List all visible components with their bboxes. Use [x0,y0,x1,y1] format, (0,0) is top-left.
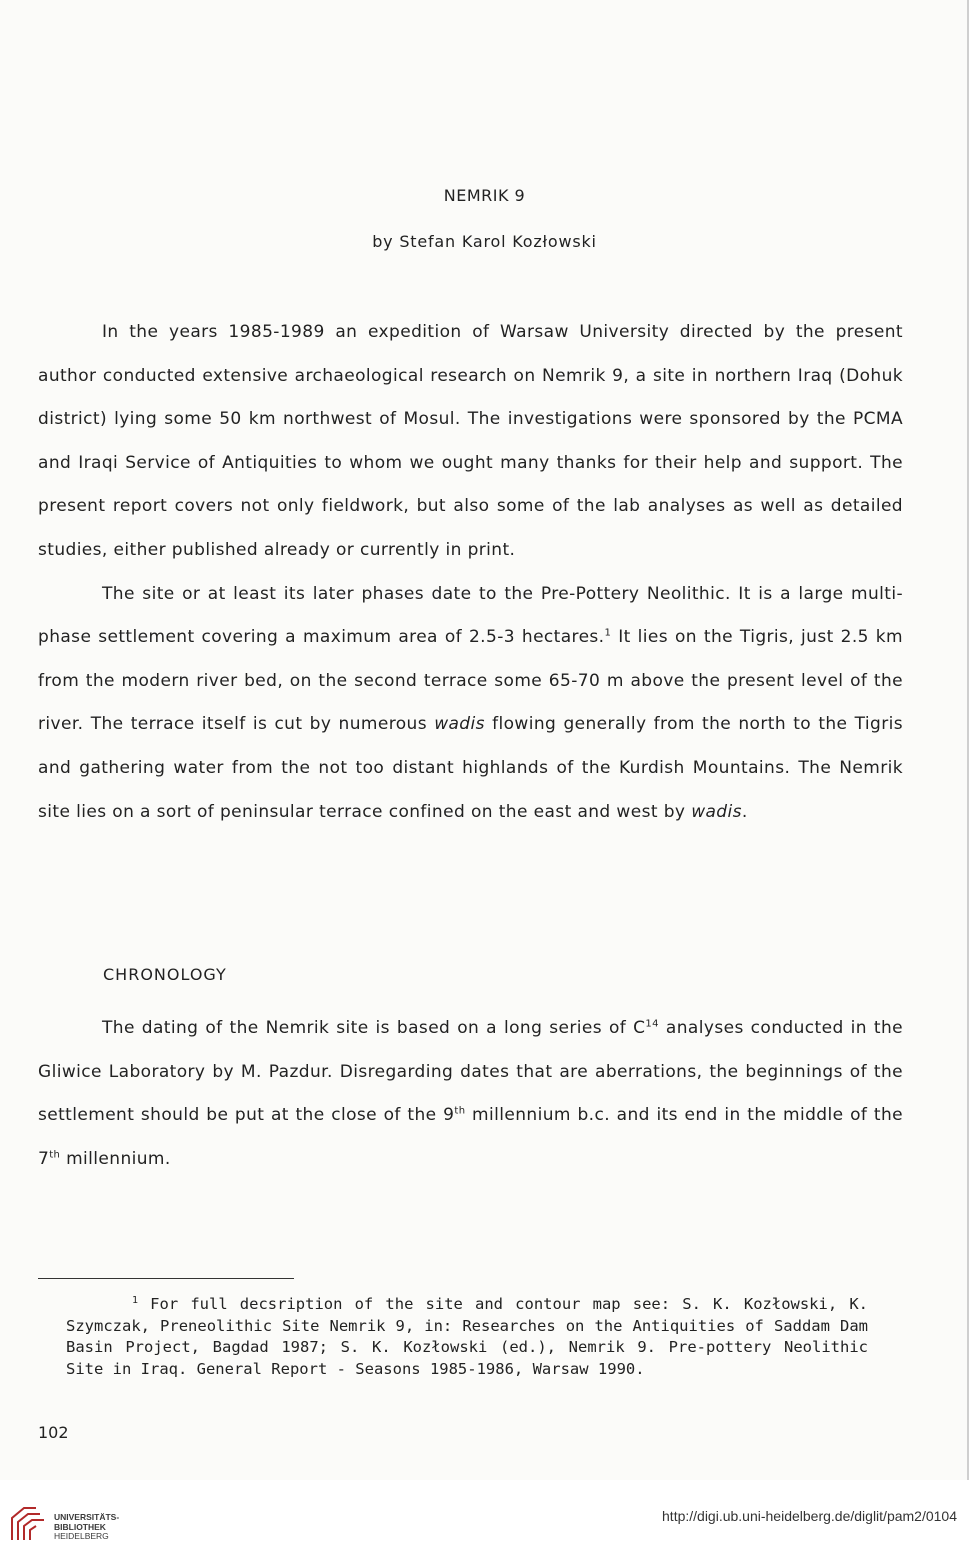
paragraph-2-part-a: The site or at least its later phases date to the Pre-Pottery Neolithic. It is a large multi-phase settlement covering a maximum area of 2.5-3 hectares. [38,583,903,648]
paragraph-3 [38,1007,903,1181]
superscript-c14: 14 [645,1018,659,1030]
footnote-marker: 1 [132,1294,139,1306]
wadis-term: wadis [434,714,485,735]
paragraph-3-part-a: The dating of the Nemrik site is based on a long series of C [102,1018,646,1038]
article-author: by Stefan Karol Kozłowski [372,232,597,251]
page-number: 102 [38,1423,69,1442]
library-name-line-2: BIBLIOTHEK [54,1521,106,1532]
footnote-divider [38,1278,294,1279]
superscript-th: th [49,1149,61,1161]
wadis-term: wadis [691,801,742,822]
superscript-th: th [454,1105,466,1117]
paragraph-3-part-b: analyses conducted in the Gliwice Laboratory by M. Pazdur. Disregarding dates that are aberrations, the beginnings of the settlement should be put at the close of the 9 [38,1018,903,1126]
library-name-line-1: UNIVERSITÄTS- [54,1512,120,1522]
chronology-text [38,1007,903,1181]
library-name[interactable] [54,1513,119,1542]
viewer-footer [0,1480,969,1565]
library-name-line-3: HEIDELBERG [54,1531,109,1541]
intro-text [38,311,903,834]
footnote [66,1294,868,1380]
paragraph-1: In the years 1985-1989 an expedition of Warsaw University directed by the present author conducted extensive archaeological research on Nemrik 9, a site in northern Iraq (Dohuk district) lying some 50 km northwest of Mosul. The investigations were sponsored by the PCMA and Iraqi Service of Antiquities to whom we ought many thanks for their help and support. The present report covers not only fieldwork, but also some of the lab analyses as well as detailed studies, either published already or currently in print. [38,322,903,560]
article-title: NEMRIK 9 [443,186,526,205]
paragraph-2 [38,573,903,835]
section-heading-chronology: CHRONOLOGY [103,965,227,984]
paragraph-2-part-c: flowing generally from the north to the Tigris and gathering water from the not too distant highlands of the Kurdish Mountains. The Nemrik site lies on a sort of peninsular terrace confined on the east and west by [38,714,903,822]
paragraph-3-part-d: millennium. [60,1148,171,1169]
paragraph-2-part-b: It lies on the Tigris, just 2.5 km from the modern river bed, on the second terrace some 65-70 m above the present level of the river. The terrace itself is cut by numerous [38,627,903,735]
document-url-link[interactable]: http://digi.ub.uni-heidelberg.de/diglit/pam2/0104 [662,1508,957,1524]
library-logo-icon[interactable] [8,1504,48,1544]
paragraph-2-part-d: . [741,801,748,822]
paragraph-3-part-c: millennium b.c. and its end in the middle of the 7 [38,1105,903,1169]
footnote-text: For full decsription of the site and contour map see: S. K. Kozłowski, K. Szymczak, Preneolithic Site Nemrik 9, in: Researches on the Antiquities of Saddam Dam Basin Project, Bagdad 1987; S. K. Kozłowski (ed.), Nemrik 9. Pre-pottery Neolithic Site in Iraq. General Report - Seasons 1985-1986, Warsaw 1990. [66,1295,868,1378]
footnote-reference: 1 [604,627,612,639]
